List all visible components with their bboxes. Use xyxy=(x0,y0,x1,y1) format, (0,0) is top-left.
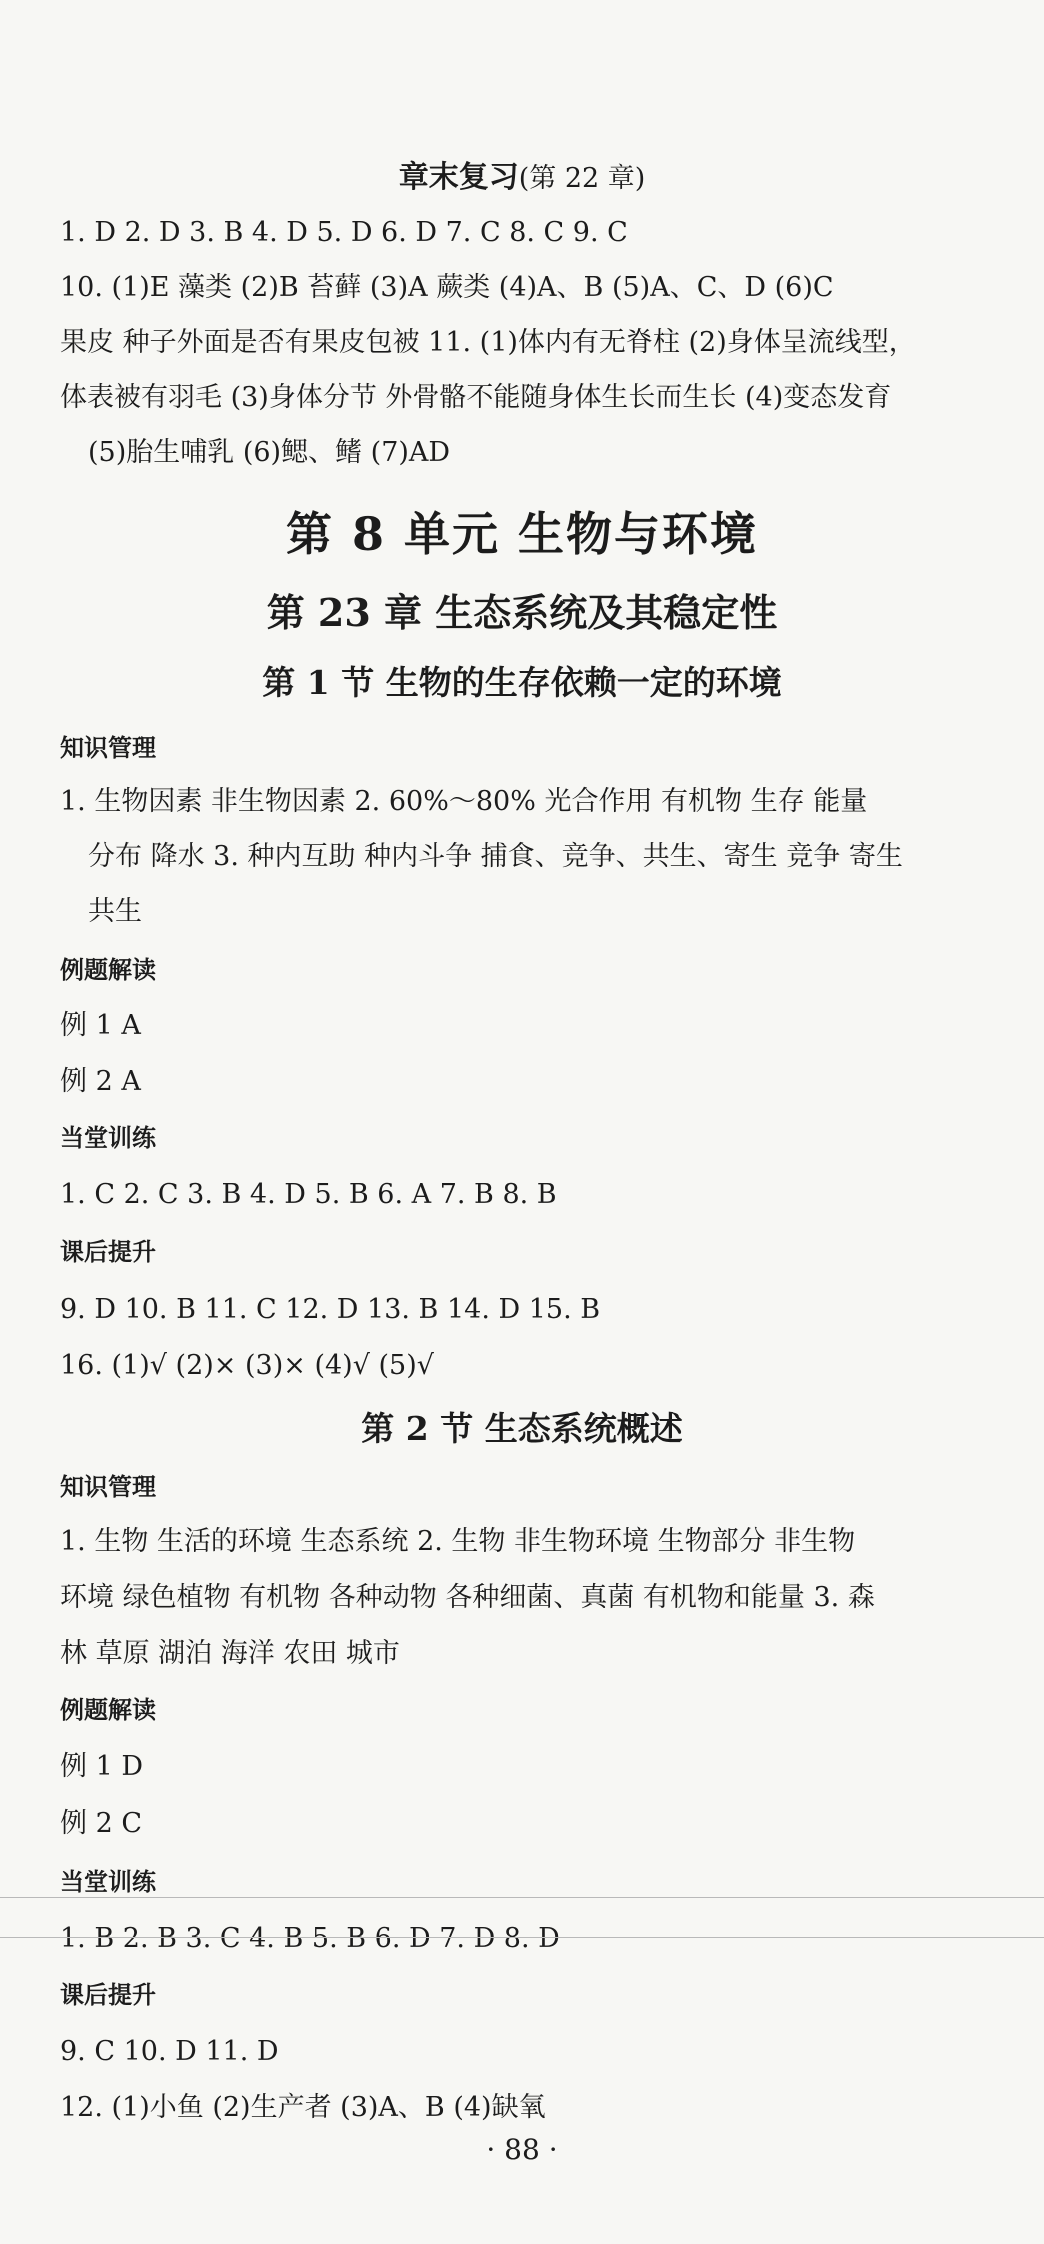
section-2-knowledge-line-2: 环境 绿色植物 有机物 各种动物 各种细菌、真菌 有机物和能量 3. 森 xyxy=(60,1582,875,1613)
section-2-after-class-line-1: 9. C 10. D 11. D xyxy=(60,2036,279,2067)
chapter-title: 第 23 章 生态系统及其稳定性 xyxy=(266,590,778,635)
section-2-example-label: 例题解读 xyxy=(60,1696,156,1724)
section-1-title: 第 1 节 生物的生存依赖一定的环境 xyxy=(262,663,782,702)
chapter-review-title: 章末复习 xyxy=(398,160,519,195)
section-2-knowledge-line-1: 1. 生物 生活的环境 生态系统 2. 生物 非生物环境 生物部分 非生物 xyxy=(60,1526,856,1557)
section-1-knowledge-line-1: 1. 生物因素 非生物因素 2. 60%～80% 光合作用 有机物 生存 能量 xyxy=(60,786,868,817)
review-answers-line-1: 1. D 2. D 3. B 4. D 5. D 6. D 7. C 8. C 9. C xyxy=(60,217,628,248)
section-1-knowledge-line-3: 共生 xyxy=(88,896,142,927)
section-2-knowledge-line-3: 林 草原 湖泊 海洋 农田 城市 xyxy=(60,1638,400,1669)
page-number: · 88 · xyxy=(486,2133,558,2166)
scan-rule-top xyxy=(0,1897,1044,1898)
chapter-review-heading xyxy=(0,158,1044,199)
section-1-example-1: 例 1 A xyxy=(60,1010,141,1041)
chapter-review-subtitle: (第 22 章) xyxy=(518,163,646,194)
section-2-knowledge-label: 知识管理 xyxy=(60,1473,156,1501)
section-1-example-2: 例 2 A xyxy=(60,1066,141,1097)
section-1-after-class-line-2: 16. (1)√ (2)× (3)× (4)√ (5)√ xyxy=(60,1350,434,1381)
unit-title: 第 8 单元 生物与环境 xyxy=(285,507,759,561)
review-answers-line-5: (5)胎生哺乳 (6)鳃、鳍 (7)AD xyxy=(88,437,451,468)
section-1-after-class-label: 课后提升 xyxy=(60,1238,156,1266)
scan-rule-bottom xyxy=(0,1937,1044,1938)
section-1-after-class-line-1: 9. D 10. B 11. C 12. D 13. B 14. D 15. B xyxy=(60,1294,601,1325)
review-answers-line-3: 果皮 种子外面是否有果皮包被 11. (1)体内有无脊柱 (2)身体呈流线型， xyxy=(60,327,916,358)
section-2-after-class-line-2: 12. (1)小鱼 (2)生产者 (3)A、B (4)缺氧 xyxy=(60,2092,546,2123)
section-1-practice-label: 当堂训练 xyxy=(60,1124,156,1152)
review-answers-line-2: 10. (1)E 藻类 (2)B 苔藓 (3)A 蕨类 (4)A、B (5)A、C、D (6)C xyxy=(60,272,834,303)
section-2-practice-label: 当堂训练 xyxy=(60,1868,156,1896)
section-2-after-class-label: 课后提升 xyxy=(60,1981,156,2009)
section-1-knowledge-line-2: 分布 降水 3. 种内互助 种内斗争 捕食、竞争、共生、寄生 竞争 寄生 xyxy=(88,841,903,872)
section-1-practice-answers: 1. C 2. C 3. B 4. D 5. B 6. A 7. B 8. B xyxy=(60,1179,557,1210)
section-2-example-1: 例 1 D xyxy=(60,1751,143,1782)
section-2-title: 第 2 节 生态系统概述 xyxy=(361,1409,683,1448)
section-2-example-2: 例 2 C xyxy=(60,1808,143,1839)
section-1-knowledge-label: 知识管理 xyxy=(60,734,156,762)
review-answers-line-4: 体表被有羽毛 (3)身体分节 外骨骼不能随身体生长而生长 (4)变态发育 xyxy=(60,382,892,413)
section-2-practice-answers: 1. B 2. B 3. C 4. B 5. B 6. D 7. D 8. D xyxy=(60,1923,560,1954)
section-1-example-label: 例题解读 xyxy=(60,956,156,984)
